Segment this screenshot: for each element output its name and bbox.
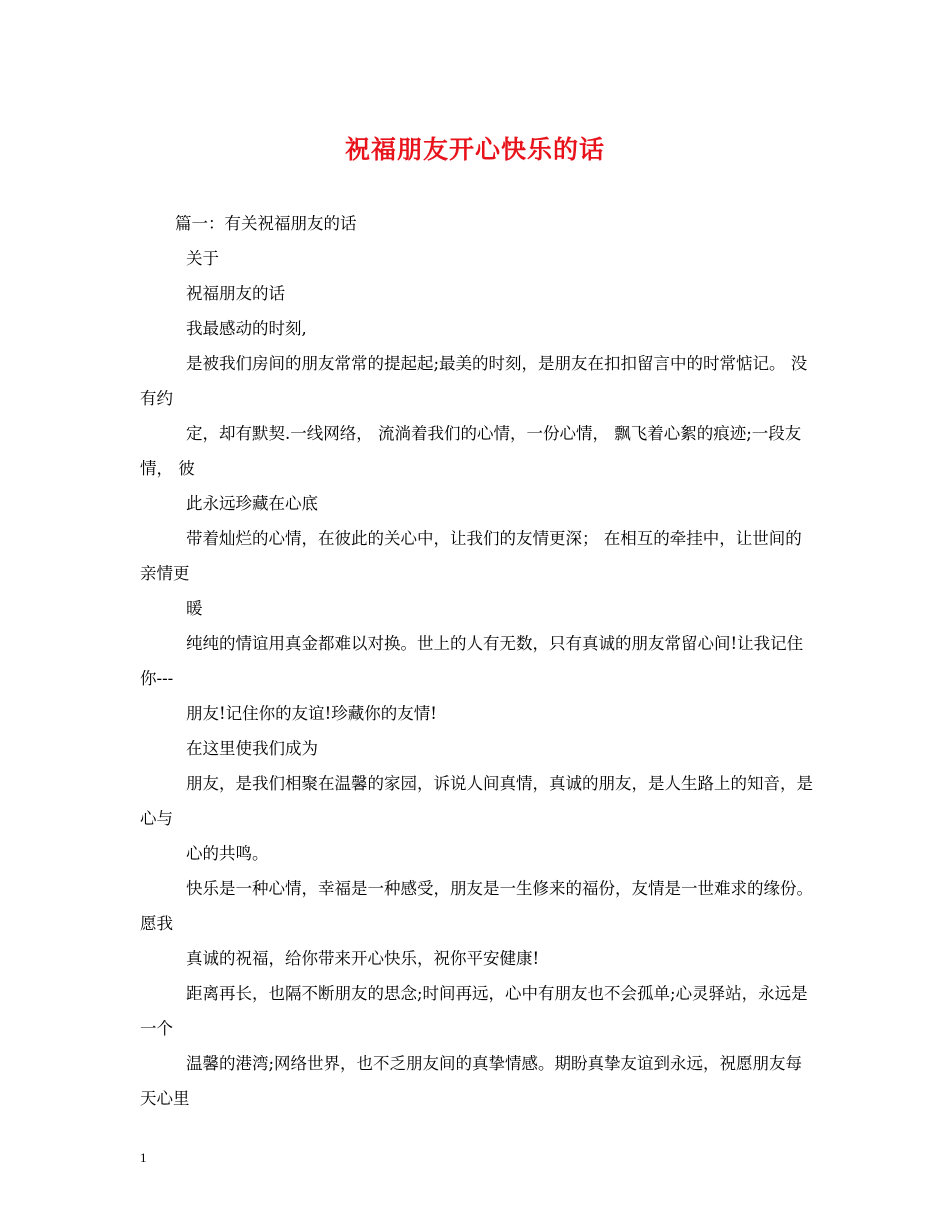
document-body (140, 206, 815, 1116)
paragraph: 温馨的港湾;网络世界，也不乏朋友间的真挚情感。期盼真挚友谊到永远，祝愿朋友每天心里 (140, 1054, 803, 1108)
paragraph: 心的共鸣。 (186, 844, 269, 863)
paragraph: 真诚的祝福，给你带来开心快乐，祝你平安健康! (186, 949, 540, 968)
paragraph: 纯纯的情谊用真金都难以对换。世上的人有无数，只有真诚的朋友常留心间!让我记住你--- (140, 634, 804, 688)
page-number: 1 (140, 1150, 147, 1165)
paragraph: 此永远珍藏在心底 (186, 494, 318, 513)
paragraph: 距离再长，也隔不断朋友的思念;时间再远，心中有朋友也不会孤单;心灵驿站，永远是一个 (140, 984, 808, 1038)
paragraph: 朋友!记住你的友谊!珍藏你的友情! (186, 704, 437, 723)
paragraph: 是被我们房间的朋友常常的提起起;最美的时刻，是朋友在扣扣留言中的时常惦记。 没有约 (140, 354, 808, 408)
paragraph: 带着灿烂的心情，在彼此的关心中，让我们的友情更深； 在相互的牵挂中，让世间的亲情更 (140, 529, 802, 583)
paragraph: 暖 (186, 599, 203, 618)
paragraph: 定，却有默契.一线网络， 流淌着我们的心情，一份心情， 飘飞着心絮的痕迹;一段友情， 彼 (140, 424, 802, 478)
paragraph: 在这里使我们成为 (186, 739, 318, 758)
paragraph: 关于 (186, 249, 219, 268)
paragraph: 朋友，是我们相聚在温馨的家园，诉说人间真情，真诚的朋友，是人生路上的知音，是心与 (140, 774, 813, 828)
paragraph: 快乐是一种心情，幸福是一种感受，朋友是一生修来的福份，友情是一世难求的缘份。愿我 (140, 879, 813, 933)
paragraph: 祝福朋友的话 (186, 284, 285, 303)
section-heading: 篇一：有关祝福朋友的话 (175, 214, 357, 233)
document-title: 祝福朋友开心快乐的话 (344, 135, 605, 164)
paragraph: 我最感动的时刻, (186, 319, 307, 338)
